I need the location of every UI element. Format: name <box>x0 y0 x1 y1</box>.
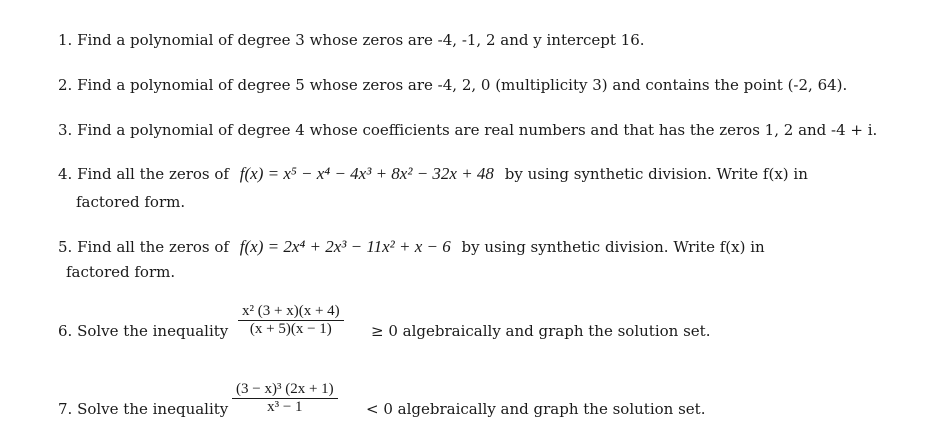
problem-4 <box>58 164 808 184</box>
problem-4-tail: by using synthetic division. Write f(x) in <box>504 165 808 183</box>
problem-4-tail-2: factored form. <box>76 193 186 211</box>
problem-7-lead: 7. Solve the inequality <box>58 400 229 418</box>
problem-4-lead: 4. Find all the zeros of <box>58 165 229 183</box>
problem-6-lead: 6. Solve the inequality <box>58 322 229 340</box>
problem-5-lead: 5. Find all the zeros of <box>58 238 229 256</box>
problem-1 <box>58 31 645 49</box>
problem-4-line-2 <box>76 193 185 211</box>
problem-6-tail: ≥ 0 algebraically and graph the solution set. <box>371 322 711 340</box>
problem-5-tail-2: factored form. <box>66 263 176 281</box>
problem-2 <box>58 76 847 94</box>
problem-7-numerator: (3 − x)³ (2x + 1) <box>236 381 334 397</box>
problem-5-tail: by using synthetic division. Write f(x) in <box>461 238 765 256</box>
problem-4-function: f(x) = x⁵ − x⁴ − 4x³ + 8x² − 32x + 48 <box>239 164 494 183</box>
problem-3-text: 3. Find a polynomial of degree 4 whose coefficients are real numbers and that has the zeros 1, 2 and -4 + i. <box>58 121 878 139</box>
problem-1-text: 1. Find a polynomial of degree 3 whose zeros are -4, -1, 2 and y intercept 16. <box>58 31 645 49</box>
problem-7-fraction <box>232 381 338 416</box>
problem-5-line-2 <box>66 263 175 281</box>
problem-5-function: f(x) = 2x⁴ + 2x³ − 11x² + x − 6 <box>239 237 451 256</box>
problem-6-denominator: (x + 5)(x − 1) <box>249 321 332 337</box>
problem-7-denominator: x³ − 1 <box>267 399 303 415</box>
problem-2-text: 2. Find a polynomial of degree 5 whose zeros are -4, 2, 0 (multiplicity 3) and contains the point (-2, 64). <box>58 76 848 94</box>
problem-5 <box>58 237 765 257</box>
problem-3 <box>58 121 877 139</box>
problem-6-fraction <box>238 303 344 338</box>
problem-7-tail: < 0 algebraically and graph the solution set. <box>366 400 706 418</box>
problem-6-numerator: x² (3 + x)(x + 4) <box>242 303 340 319</box>
